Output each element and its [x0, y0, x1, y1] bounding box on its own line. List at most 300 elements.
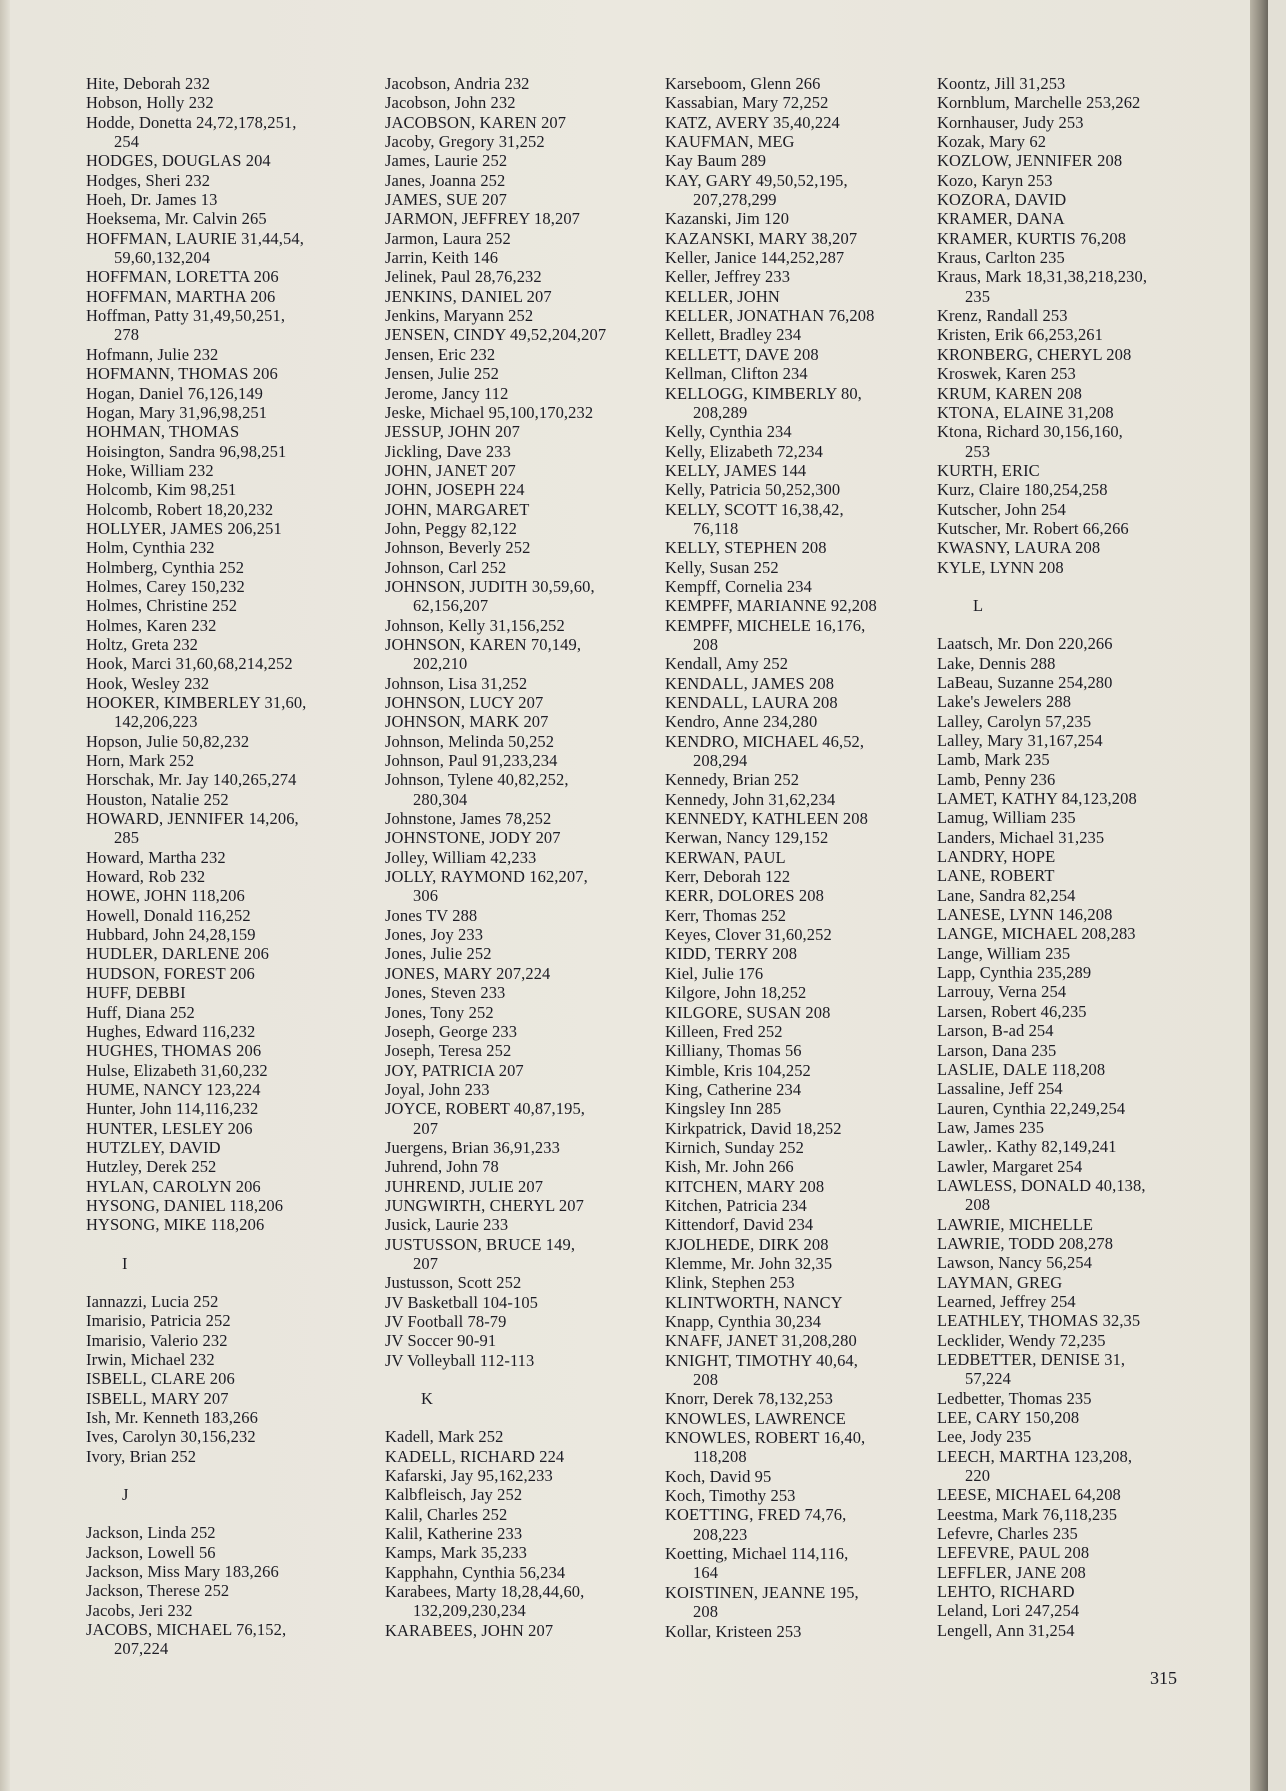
index-entry: Lange, William 235	[937, 943, 1071, 963]
index-entry-continuation: 59,60,132,204	[114, 248, 211, 268]
index-entry: Hogan, Mary 31,96,98,251	[86, 402, 268, 422]
index-entry: JAMES, SUE 207	[385, 190, 507, 210]
index-entry: JACOBS, MICHAEL 76,152,	[86, 1620, 287, 1640]
index-entry: Kennedy, John 31,62,234	[665, 789, 836, 809]
index-entry: Kendall, Amy 252	[665, 654, 789, 674]
index-entry: Kutscher, Mr. Robert 66,266	[937, 518, 1129, 538]
index-entry: Larson, B-ad 254	[937, 1021, 1054, 1041]
index-entry-continuation: 253	[965, 441, 991, 461]
index-entry-continuation: 278	[114, 325, 140, 345]
index-entry: Kollar, Kristeen 253	[665, 1621, 802, 1641]
index-entry: Lane, Sandra 82,254	[937, 885, 1076, 905]
index-entry: Jickling, Dave 233	[385, 441, 511, 461]
index-entry: KELLER, JONATHAN 76,208	[665, 306, 875, 326]
index-entry: Ives, Carolyn 30,156,232	[86, 1427, 256, 1447]
index-entry: Ivory, Brian 252	[86, 1446, 197, 1466]
index-entry: Kirkpatrick, David 18,252	[665, 1118, 842, 1138]
index-entry: Jones, Julie 252	[385, 944, 492, 964]
index-entry: ISBELL, CLARE 206	[86, 1369, 235, 1389]
index-entry: Kerwan, Nancy 129,152	[665, 828, 829, 848]
index-entry: Kamps, Mark 35,233	[385, 1543, 528, 1563]
index-entry: KNAFF, JANET 31,208,280	[665, 1331, 857, 1351]
index-entry: Jones TV 288	[385, 905, 478, 925]
index-entry: Howell, Donald 116,252	[86, 905, 251, 925]
index-entry: Hodde, Donetta 24,72,178,251,	[86, 112, 297, 132]
index-entry: JOHN, MARGARET	[385, 499, 530, 519]
index-entry: KEMPFF, MICHELE 16,176,	[665, 615, 866, 635]
index-entry: Houston, Natalie 252	[86, 789, 229, 809]
index-entry: Kraus, Carlton 235	[937, 248, 1065, 268]
index-entry: KRUM, KAREN 208	[937, 383, 1082, 403]
index-entry-continuation: 207	[413, 1118, 439, 1138]
index-entry: Kelly, Patricia 50,252,300	[665, 480, 841, 500]
index-entry: KENDRO, MICHAEL 46,52,	[665, 731, 865, 751]
index-entry: KRAMER, DANA	[937, 209, 1065, 229]
index-entry: Keller, Janice 144,252,287	[665, 248, 845, 268]
index-entry: KWASNY, LAURA 208	[937, 538, 1101, 558]
index-entry: Hoeh, Dr. James 13	[86, 190, 218, 210]
index-entry: Hook, Wesley 232	[86, 673, 210, 693]
index-entry: Leland, Lori 247,254	[937, 1601, 1080, 1621]
index-entry: Lecklider, Wendy 72,235	[937, 1330, 1106, 1350]
index-entry: Juhrend, John 78	[385, 1157, 499, 1177]
index-entry: JOYCE, ROBERT 40,87,195,	[385, 1099, 586, 1119]
index-entry: KATZ, AVERY 35,40,224	[665, 112, 840, 132]
index-entry: Laatsch, Mr. Don 220,266	[937, 634, 1113, 654]
index-entry: KNOWLES, LAWRENCE	[665, 1408, 846, 1428]
index-entry: Jackson, Linda 252	[86, 1523, 216, 1543]
index-entry: Lamb, Mark 235	[937, 750, 1050, 770]
index-entry: Lefevre, Charles 235	[937, 1524, 1078, 1544]
index-entry: Keyes, Clover 31,60,252	[665, 925, 832, 945]
index-entry: JENSEN, CINDY 49,52,204,207	[385, 325, 607, 345]
index-entry: JOHN, JANET 207	[385, 460, 516, 480]
index-entry: KOZLOW, JENNIFER 208	[937, 151, 1123, 171]
index-entry-continuation: 220	[965, 1466, 991, 1486]
index-entry-continuation: 202,210	[413, 654, 468, 674]
index-entry: Jackson, Therese 252	[86, 1581, 230, 1601]
index-entry: Killeen, Fred 252	[665, 1021, 783, 1041]
index-entry: Hutzley, Derek 252	[86, 1157, 217, 1177]
index-entry: Iannazzi, Lucia 252	[86, 1291, 219, 1311]
index-entry: Lassaline, Jeff 254	[937, 1079, 1063, 1099]
index-entry: LAMET, KATHY 84,123,208	[937, 789, 1137, 809]
index-entry: KILGORE, SUSAN 208	[665, 1002, 831, 1022]
index-entry: HOFFMAN, LORETTA 206	[86, 267, 279, 287]
index-entry: Jacobson, Andria 232	[385, 74, 530, 93]
index-entry: KELLETT, DAVE 208	[665, 344, 819, 364]
index-entry: Kittendorf, David 234	[665, 1215, 814, 1235]
index-entry: JONES, MARY 207,224	[385, 963, 551, 983]
index-entry: Kellman, Clifton 234	[665, 364, 808, 384]
index-entry: Hoffman, Patty 31,49,50,251,	[86, 306, 286, 326]
index-entry: Hite, Deborah 232	[86, 74, 211, 93]
index-entry-continuation: 306	[413, 886, 439, 906]
index-entry: Holmes, Carey 150,232	[86, 576, 245, 596]
index-entry: JUHREND, JULIE 207	[385, 1176, 544, 1196]
index-entry: Jusick, Laurie 233	[385, 1215, 509, 1235]
index-entry: Killiany, Thomas 56	[665, 1041, 802, 1061]
index-entry: JOHNSON, MARK 207	[385, 712, 549, 732]
index-entry: JENKINS, DANIEL 207	[385, 286, 552, 306]
index-entry: Lengell, Ann 31,254	[937, 1620, 1075, 1640]
index-entry: LAWLESS, DONALD 40,138,	[937, 1175, 1146, 1195]
index-entry: KENDALL, LAURA 208	[665, 693, 838, 712]
index-entry-continuation: 207,278,299	[693, 190, 777, 210]
index-entry: LaBeau, Suzanne 254,280	[937, 672, 1113, 692]
index-entry: KRAMER, KURTIS 76,208	[937, 228, 1127, 248]
index-entry: Huff, Diana 252	[86, 1002, 195, 1022]
index-entry: Kellett, Bradley 234	[665, 325, 802, 345]
index-entry-continuation: 118,208	[693, 1447, 747, 1467]
index-entry: KIDD, TERRY 208	[665, 944, 798, 964]
index-entry: JV Football 78-79	[385, 1312, 507, 1331]
index-entry: Jackson, Lowell 56	[86, 1542, 216, 1562]
index-entry: KJOLHEDE, DIRK 208	[665, 1234, 829, 1254]
index-entry: HUDLER, DARLENE 206	[86, 944, 269, 964]
index-entry: Horn, Mark 252	[86, 751, 195, 771]
index-entry: Holtz, Greta 232	[86, 634, 199, 654]
index-entry: Knorr, Derek 78,132,253	[665, 1389, 833, 1409]
index-entry: Jarrin, Keith 146	[385, 248, 499, 268]
index-entry: KAUFMAN, MEG	[665, 132, 795, 152]
index-entry: Jacobson, John 232	[385, 93, 516, 113]
index-entry: King, Catherine 234	[665, 1079, 802, 1099]
index-entry: Kingsley Inn 285	[665, 1099, 782, 1119]
index-entry: Learned, Jeffrey 254	[937, 1291, 1076, 1311]
index-entry: Kroswek, Karen 253	[937, 364, 1076, 384]
index-entry-continuation: 142,206,223	[114, 712, 198, 732]
index-entry: JUSTUSSON, BRUCE 149,	[385, 1234, 576, 1254]
index-entry-continuation: 208	[693, 634, 719, 654]
index-entry: Ish, Mr. Kenneth 183,266	[86, 1408, 258, 1428]
index-entry: JACOBSON, KAREN 207	[385, 112, 567, 132]
index-entry: Howard, Rob 232	[86, 867, 206, 887]
index-entry: Larson, Dana 235	[937, 1040, 1057, 1060]
index-entry: Koontz, Jill 31,253	[937, 74, 1066, 93]
index-entry: KEMPFF, MARIANNE 92,208	[665, 596, 877, 616]
index-entry: KELLY, SCOTT 16,38,42,	[665, 499, 844, 519]
index-entry-continuation: 164	[693, 1563, 719, 1583]
index-entry: Kozo, Karyn 253	[937, 170, 1053, 190]
index-entry: Jones, Steven 233	[385, 983, 506, 1003]
index-entry: Hunter, John 114,116,232	[86, 1099, 259, 1119]
index-entry: Kay Baum 289	[665, 151, 767, 171]
index-entry: Imarisio, Patricia 252	[86, 1311, 231, 1331]
index-entry: Kassabian, Mary 72,252	[665, 93, 829, 113]
index-entry-continuation: 254	[114, 132, 140, 152]
index-entry-continuation: 207,224	[114, 1639, 169, 1659]
index-entry: HUGHES, THOMAS 206	[86, 1041, 262, 1061]
index-entry: Jolley, William 42,233	[385, 847, 537, 867]
index-entry: Kempff, Cornelia 234	[665, 576, 812, 596]
index-entry: Kitchen, Patricia 234	[665, 1195, 807, 1215]
index-entry: KERR, DOLORES 208	[665, 886, 824, 906]
index-entry: KOISTINEN, JEANNE 195,	[665, 1582, 859, 1602]
index-entry: Joseph, Teresa 252	[385, 1041, 512, 1061]
index-entry: JESSUP, JOHN 207	[385, 422, 521, 442]
index-entry: Lawler, Margaret 254	[937, 1156, 1083, 1176]
index-entry: Kadell, Mark 252	[385, 1427, 504, 1447]
index-entry: Larsen, Robert 46,235	[937, 1001, 1087, 1021]
index-column-3	[665, 74, 930, 1641]
index-entry: LANE, ROBERT	[937, 866, 1055, 886]
index-entry: JOHNSTONE, JODY 207	[385, 828, 561, 848]
index-entry: Kerr, Deborah 122	[665, 867, 791, 887]
index-entry: Kalil, Katherine 233	[385, 1524, 523, 1544]
index-entry: LAYMAN, GREG	[937, 1272, 1063, 1292]
index-entry: Kiel, Julie 176	[665, 963, 764, 983]
index-entry: Kelly, Cynthia 234	[665, 422, 792, 442]
index-entry: Jacoby, Gregory 31,252	[385, 132, 545, 152]
index-entry-continuation: 280,304	[413, 789, 468, 809]
index-entry: Klemme, Mr. John 32,35	[665, 1253, 833, 1273]
index-entry: Lamb, Penny 236	[937, 769, 1056, 789]
index-entry: LEE, CARY 150,208	[937, 1408, 1080, 1428]
index-entry: Holmberg, Cynthia 252	[86, 557, 245, 577]
index-entry: Joyal, John 233	[385, 1079, 490, 1099]
index-entry: KERWAN, PAUL	[665, 847, 786, 867]
index-entry: KRONBERG, CHERYL 208	[937, 344, 1132, 364]
index-entry: Kafarski, Jay 95,162,233	[385, 1466, 553, 1486]
index-entry: JV Basketball 104-105	[385, 1292, 539, 1312]
index-entry: Kurz, Claire 180,254,258	[937, 480, 1108, 500]
index-entry: Kelly, Elizabeth 72,234	[665, 441, 823, 461]
index-entry: Janes, Joanna 252	[385, 170, 506, 190]
section-letter-heading: I	[122, 1253, 128, 1273]
index-entry: James, Laurie 252	[385, 151, 508, 171]
index-entry: Kalbfleisch, Jay 252	[385, 1485, 523, 1505]
index-entry: Kozak, Mary 62	[937, 132, 1047, 152]
index-column-1	[86, 74, 351, 1659]
index-entry: Juergens, Brian 36,91,233	[385, 1137, 560, 1157]
index-entry: Kalil, Charles 252	[385, 1504, 508, 1524]
index-entry: LAWRIE, MICHELLE	[937, 1214, 1094, 1234]
index-entry: JOHNSON, JUDITH 30,59,60,	[385, 576, 595, 596]
index-column-2	[385, 74, 650, 1640]
index-entry-continuation: 208	[965, 1195, 991, 1215]
index-entry: Johnstone, James 78,252	[385, 809, 552, 829]
index-entry: Lapp, Cynthia 235,289	[937, 963, 1092, 983]
index-entry: Holm, Cynthia 232	[86, 538, 215, 558]
index-entry: Johnson, Paul 91,233,234	[385, 751, 558, 771]
index-entry: Lake's Jewelers 288	[937, 692, 1072, 712]
index-entry: Jarmon, Laura 252	[385, 228, 511, 248]
index-entry: KTONA, ELAINE 31,208	[937, 402, 1114, 422]
index-entry: HODGES, DOUGLAS 204	[86, 151, 271, 171]
index-entry: Jerome, Jancy 112	[385, 383, 509, 403]
index-entry: JOHNSON, LUCY 207	[385, 693, 544, 712]
index-entry: Kristen, Erik 66,253,261	[937, 325, 1104, 345]
page-binding-edge	[1250, 0, 1268, 1791]
index-entry: LASLIE, DALE 118,208	[937, 1059, 1106, 1079]
index-entry: Knapp, Cynthia 30,234	[665, 1312, 822, 1331]
index-entry: Koch, Timothy 253	[665, 1486, 796, 1506]
index-entry: Johnson, Melinda 50,252	[385, 731, 555, 751]
index-entry: KELLY, JAMES 144	[665, 460, 807, 480]
index-entry: Kirnich, Sunday 252	[665, 1137, 804, 1157]
index-entry: HUNTER, LESLEY 206	[86, 1118, 253, 1138]
index-entry: JUNGWIRTH, CHERYL 207	[385, 1195, 584, 1215]
index-entry-continuation: 208,223	[693, 1524, 748, 1544]
index-entry: KLINTWORTH, NANCY	[665, 1292, 843, 1312]
index-entry: Hoeksema, Mr. Calvin 265	[86, 209, 267, 229]
index-entry: JOLLY, RAYMOND 162,207,	[385, 867, 588, 887]
index-entry: Kerr, Thomas 252	[665, 905, 787, 925]
index-entry: Hook, Marci 31,60,68,214,252	[86, 654, 293, 674]
index-entry: HUTZLEY, DAVID	[86, 1137, 221, 1157]
index-entry: HOFMANN, THOMAS 206	[86, 364, 278, 384]
index-entry: Kilgore, John 18,252	[665, 983, 807, 1003]
index-entry: Jeske, Michael 95,100,170,232	[385, 402, 594, 422]
index-entry-continuation: 62,156,207	[413, 596, 489, 616]
index-entry: Irwin, Michael 232	[86, 1350, 215, 1369]
index-entry: Ktona, Richard 30,156,160,	[937, 422, 1123, 442]
index-entry: Holmes, Karen 232	[86, 615, 217, 635]
index-entry: KITCHEN, MARY 208	[665, 1176, 825, 1196]
index-entry: KENDALL, JAMES 208	[665, 673, 835, 693]
index-entry: Hoke, William 232	[86, 460, 214, 480]
section-letter-heading: J	[122, 1485, 129, 1505]
index-entry-continuation: 208,294	[693, 751, 748, 771]
index-entry: LANESE, LYNN 146,208	[937, 905, 1113, 925]
index-entry: Imarisio, Valerio 232	[86, 1330, 228, 1350]
index-entry: Jelinek, Paul 28,76,232	[385, 267, 542, 287]
index-entry: Jensen, Eric 232	[385, 344, 496, 364]
index-entry: Jones, Joy 233	[385, 925, 484, 945]
index-entry: LEFEVRE, PAUL 208	[937, 1543, 1090, 1563]
index-entry: Kimble, Kris 104,252	[665, 1060, 811, 1080]
index-entry: Koch, David 95	[665, 1466, 772, 1486]
index-entry: LANGE, MICHAEL 208,283	[937, 924, 1136, 944]
index-entry: KARABEES, JOHN 207	[385, 1620, 554, 1640]
index-entry: Johnson, Lisa 31,252	[385, 673, 528, 693]
index-entry: Howard, Martha 232	[86, 847, 226, 867]
index-entry: KAY, GARY 49,50,52,195,	[665, 170, 848, 190]
index-entry: Hulse, Elizabeth 31,60,232	[86, 1060, 268, 1080]
index-entry: Hofmann, Julie 232	[86, 344, 219, 364]
index-entry: HOFFMAN, MARTHA 206	[86, 286, 276, 306]
index-entry: HOOKER, KIMBERLEY 31,60,	[86, 693, 307, 712]
index-entry: Holcomb, Kim 98,251	[86, 480, 237, 500]
index-entry: LAWRIE, TODD 208,278	[937, 1233, 1114, 1253]
index-entry: Hoisington, Sandra 96,98,251	[86, 441, 287, 461]
index-entry: Kapphahn, Cynthia 56,234	[385, 1562, 566, 1582]
index-entry: KELLY, STEPHEN 208	[665, 538, 827, 558]
index-entry: Lamug, William 235	[937, 808, 1076, 828]
index-entry: John, Peggy 82,122	[385, 518, 517, 538]
index-entry: Koetting, Michael 114,116,	[665, 1544, 849, 1564]
index-entry: Keller, Jeffrey 233	[665, 267, 791, 287]
section-letter-heading: L	[973, 595, 984, 615]
index-entry: Ledbetter, Thomas 235	[937, 1388, 1092, 1408]
page-number: 315	[1150, 1668, 1177, 1688]
index-entry: HYSONG, DANIEL 118,206	[86, 1195, 284, 1215]
index-entry: Karabees, Marty 18,28,44,60,	[385, 1582, 585, 1602]
index-entry: JARMON, JEFFREY 18,207	[385, 209, 581, 229]
index-entry: Kornhauser, Judy 253	[937, 112, 1084, 132]
index-entry: Holcomb, Robert 18,20,232	[86, 499, 274, 519]
index-entry: LEATHLEY, THOMAS 32,35	[937, 1311, 1141, 1331]
index-entry: Justusson, Scott 252	[385, 1273, 522, 1293]
index-entry: HUFF, DEBBI	[86, 983, 186, 1003]
index-entry: Hodges, Sheri 232	[86, 170, 211, 190]
index-entry: LANDRY, HOPE	[937, 847, 1056, 867]
index-entry: LEHTO, RICHARD	[937, 1582, 1075, 1602]
index-entry: HOWARD, JENNIFER 14,206,	[86, 809, 299, 829]
index-entry: Krenz, Randall 253	[937, 306, 1068, 326]
index-entry: JOY, PATRICIA 207	[385, 1060, 524, 1080]
index-entry: HYSONG, MIKE 118,206	[86, 1215, 265, 1235]
index-entry: LEESE, MICHAEL 64,208	[937, 1485, 1121, 1505]
index-entry: Lalley, Mary 31,167,254	[937, 731, 1103, 750]
index-entry: KOETTING, FRED 74,76,	[665, 1505, 847, 1525]
index-entry: LEFFLER, JANE 208	[937, 1562, 1086, 1582]
index-entry: JOHN, JOSEPH 224	[385, 480, 525, 500]
index-entry: Kish, Mr. John 266	[665, 1157, 794, 1177]
index-entry: Kornblum, Marchelle 253,262	[937, 93, 1141, 113]
index-entry-continuation: 208	[693, 1602, 719, 1622]
index-entry: Jones, Tony 252	[385, 1002, 494, 1022]
index-column-4	[937, 74, 1227, 1640]
index-entry-continuation: 285	[114, 828, 140, 848]
index-entry: HOLLYER, JAMES 206,251	[86, 518, 282, 538]
index-entry: HUME, NANCY 123,224	[86, 1079, 261, 1099]
index-entry: LEECH, MARTHA 123,208,	[937, 1446, 1133, 1466]
index-entry: Klink, Stephen 253	[665, 1273, 795, 1293]
index-entry: KNOWLES, ROBERT 16,40,	[665, 1428, 866, 1448]
index-entry: KOZORA, DAVID	[937, 190, 1067, 210]
index-entry-continuation: 207	[413, 1253, 439, 1273]
index-entry: KAZANSKI, MARY 38,207	[665, 228, 858, 248]
index-entry: Holmes, Christine 252	[86, 596, 238, 616]
index-entry: KURTH, ERIC	[937, 460, 1040, 480]
index-entry: Johnson, Carl 252	[385, 557, 507, 577]
index-entry: Kelly, Susan 252	[665, 557, 779, 577]
index-entry-continuation: 132,209,230,234	[413, 1601, 526, 1621]
page-left-edge	[0, 0, 10, 1791]
index-entry: Lawson, Nancy 56,254	[937, 1253, 1093, 1273]
index-entry: Hogan, Daniel 76,126,149	[86, 383, 263, 403]
index-entry: JV Volleyball 112-113	[385, 1350, 535, 1370]
index-entry: Kazanski, Jim 120	[665, 209, 790, 229]
index-entry: KADELL, RICHARD 224	[385, 1446, 565, 1466]
index-entry: Jackson, Miss Mary 183,266	[86, 1562, 279, 1582]
index-entry: HOWE, JOHN 118,206	[86, 886, 245, 906]
index-entry: KYLE, LYNN 208	[937, 557, 1064, 577]
index-entry: Lawler,. Kathy 82,149,241	[937, 1137, 1117, 1157]
index-entry: Hopson, Julie 50,82,232	[86, 731, 250, 751]
index-entry: Jenkins, Maryann 252	[385, 306, 534, 326]
index-entry: HOFFMAN, LAURIE 31,44,54,	[86, 228, 304, 248]
index-entry: Landers, Michael 31,235	[937, 827, 1105, 847]
index-entry: KNIGHT, TIMOTHY 40,64,	[665, 1350, 858, 1370]
index-entry: Hubbard, John 24,28,159	[86, 925, 256, 945]
index-entry: Lake, Dennis 288	[937, 653, 1056, 673]
index-entry-continuation: 57,224	[965, 1369, 1011, 1389]
index-entry: KELLER, JOHN	[665, 286, 780, 306]
index-entry: Lalley, Carolyn 57,235	[937, 711, 1092, 731]
index-entry: KENNEDY, KATHLEEN 208	[665, 809, 868, 829]
index-entry: Kennedy, Brian 252	[665, 770, 800, 790]
index-entry: Hobson, Holly 232	[86, 93, 214, 113]
index-entry: KELLOGG, KIMBERLY 80,	[665, 383, 862, 403]
index-entry: Law, James 235	[937, 1117, 1045, 1137]
index-entry: Johnson, Beverly 252	[385, 538, 531, 558]
index-entry: Kendro, Anne 234,280	[665, 712, 818, 732]
index-entry: Jensen, Julie 252	[385, 364, 499, 384]
index-entry: Kutscher, John 254	[937, 499, 1066, 519]
